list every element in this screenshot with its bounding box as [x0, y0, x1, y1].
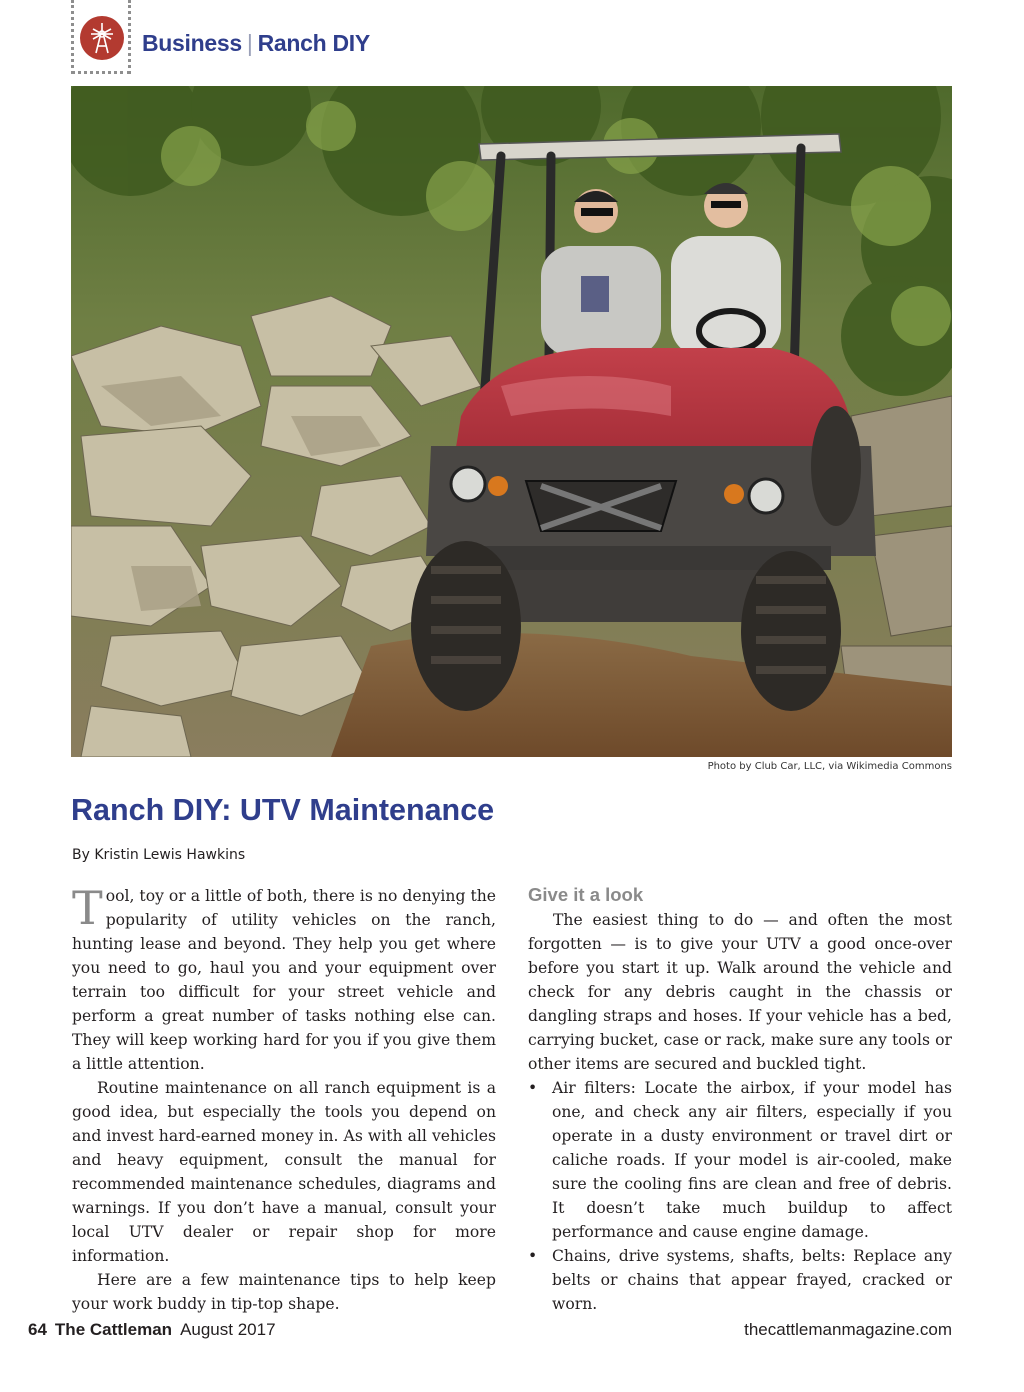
section-breadcrumb: Business | Ranch DIY	[142, 30, 370, 56]
tips-list	[528, 1076, 952, 1316]
list-item-text: Chains, drive systems, shafts, belts: Replace any belts or chains that appear frayed, cracked or worn.	[552, 1247, 952, 1313]
hero-photo	[71, 86, 952, 757]
article-column-right	[528, 884, 952, 1316]
article-paragraph: The easiest thing to do — and often the most forgotten — is to give your UTV a good once-over before you start it up. Walk around the vehicle and check for any debris caught in the chassis or dangling straps and hoses. If your vehicle has a bed, carrying bucket, case or rack, make sure any tools or other items are secured and buckled tight.	[528, 911, 952, 1073]
article-paragraph: Here are a few maintenance tips to help keep your work buddy in tip-top shape.	[72, 1271, 496, 1313]
section-subhead: Give it a look	[528, 884, 644, 905]
subsection-name: Ranch DIY	[257, 30, 370, 56]
bullet-icon: •	[528, 1247, 538, 1265]
section-name: Business	[142, 30, 242, 56]
bullet-icon: •	[528, 1079, 538, 1097]
page-footer-left	[28, 1320, 276, 1340]
section-logo	[71, 0, 131, 74]
article-title: Ranch DIY: UTV Maintenance	[71, 793, 495, 827]
article-paragraph	[72, 881, 496, 1076]
magazine-website: thecattlemanmagazine.com	[744, 1320, 952, 1339]
paragraph-text: ool, toy or a little of both, there is no denying the popularity of utility vehicles on the ranch, hunting lease and beyond. They help you get where you need to go, haul you and your equipment over terrain too difficult for your street vehicle and perform a great number of tasks nothing else can. They will keep working hard for you if you give them a little attention.	[72, 887, 496, 1073]
article-byline: By Kristin Lewis Hawkins	[72, 847, 246, 863]
list-item	[528, 1244, 952, 1316]
article-paragraph: Routine maintenance on all ranch equipment is a good idea, but especially the tools you depend on and invest hard-earned money in. As with all vehicles and heavy equipment, consult the manual for recommended maintenance schedules, diagrams and warnings. If you don’t have a manual, consult your local UTV dealer or repair shop for more information.	[72, 1079, 496, 1265]
magazine-name: The Cattleman	[54, 1320, 173, 1339]
drop-cap: T	[72, 881, 103, 935]
windmill-icon	[80, 16, 124, 60]
page-number: 64	[28, 1320, 47, 1339]
list-item-text: Air filters: Locate the airbox, if your model has one, and check any air filters, especially if you operate in a dusty environment or travel dirt or caliche roads. If your model is air-cooled, make sure the cooling fins are clean and free of debris. It doesn’t take much buildup to affect performance and cause engine damage.	[552, 1079, 952, 1241]
issue-date: August 2017	[180, 1320, 276, 1339]
list-item	[528, 1076, 952, 1244]
photo-credit: Photo by Club Car, LLC, via Wikimedia Commons	[707, 761, 952, 772]
article-column-left	[72, 881, 496, 1316]
